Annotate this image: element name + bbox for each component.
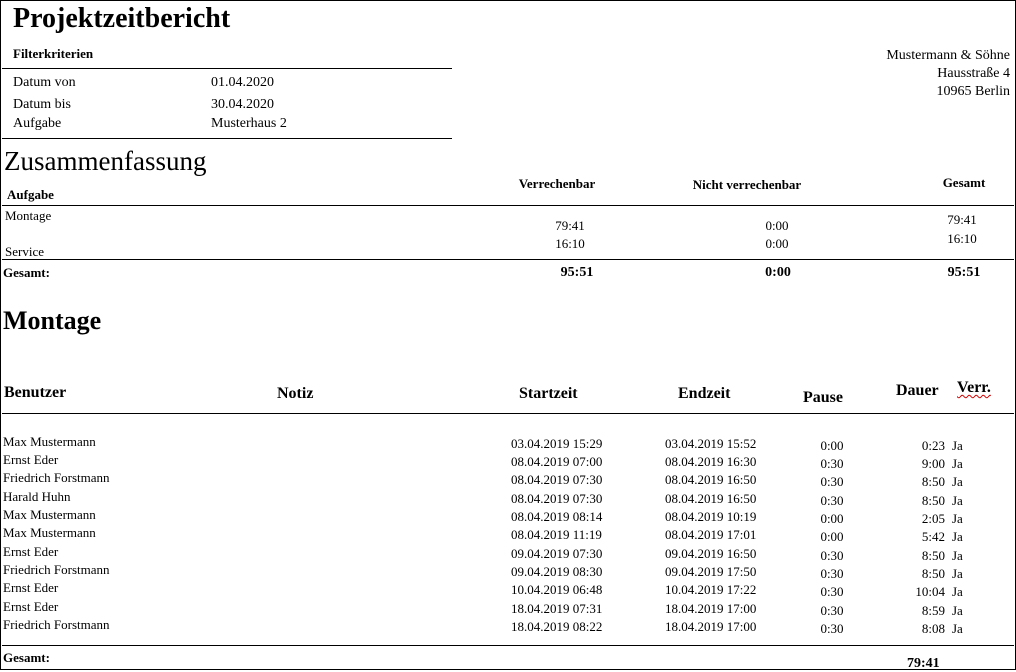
detail-cell-billable: Ja <box>952 438 963 453</box>
detail-cell-pause: 0:30 <box>820 584 844 599</box>
detail-cell-start: 08.04.2019 07:00 <box>511 454 603 469</box>
summary-col-billable: Verrechenbar <box>518 176 596 191</box>
detail-cell-user: Friedrich Forstmann <box>3 470 110 485</box>
detail-cell-pause: 0:30 <box>820 621 844 636</box>
detail-cell-pause: 0:30 <box>820 456 844 471</box>
detail-cell-duration: 8:59 <box>921 603 945 618</box>
detail-cell-user: Ernst Eder <box>3 580 59 595</box>
filter-divider-bottom <box>2 138 452 139</box>
detail-total-duration: 79:41 <box>907 656 940 671</box>
detail-cell-start: 08.04.2019 07:30 <box>511 472 603 487</box>
detail-cell-start: 08.04.2019 07:30 <box>511 491 603 506</box>
detail-cell-duration: 8:50 <box>921 566 945 581</box>
summary-row-nonbillable: 0:00 <box>765 236 789 251</box>
summary-row-total: 79:41 <box>947 212 977 227</box>
filter-value-date-from: 01.04.2020 <box>211 75 274 90</box>
detail-cell-user: Ernst Eder <box>3 599 59 614</box>
detail-cell-duration: 8:50 <box>921 474 945 489</box>
detail-cell-start: 10.04.2019 06:48 <box>511 582 603 597</box>
detail-cell-start: 18.04.2019 07:31 <box>511 601 603 616</box>
detail-col-duration: Dauer <box>896 382 939 399</box>
detail-cell-start: 09.04.2019 08:30 <box>511 564 603 579</box>
filter-heading: Filterkriterien <box>13 46 94 61</box>
detail-cell-end: 08.04.2019 10:19 <box>665 509 757 524</box>
summary-total-nonbillable: 0:00 <box>765 265 791 280</box>
filter-value-task: Musterhaus 2 <box>211 116 287 131</box>
detail-cell-end: 08.04.2019 16:50 <box>665 491 757 506</box>
detail-cell-end: 08.04.2019 17:01 <box>665 527 757 542</box>
detail-cell-billable: Ja <box>952 474 963 489</box>
detail-cell-end: 09.04.2019 16:50 <box>665 546 757 561</box>
detail-cell-pause: 0:00 <box>820 438 844 453</box>
detail-col-note: Notiz <box>277 385 314 402</box>
detail-cell-start: 08.04.2019 11:19 <box>511 527 602 542</box>
detail-cell-end: 09.04.2019 17:50 <box>665 564 757 579</box>
detail-cell-duration: 5:42 <box>921 529 945 544</box>
detail-col-start: Startzeit <box>519 385 578 402</box>
detail-cell-billable: Ja <box>952 456 963 471</box>
detail-col-end: Endzeit <box>678 385 731 402</box>
detail-cell-end: 08.04.2019 16:30 <box>665 454 757 469</box>
detail-cell-end: 18.04.2019 17:00 <box>665 619 757 634</box>
detail-cell-duration: 8:50 <box>921 548 945 563</box>
detail-cell-duration: 9:00 <box>921 456 945 471</box>
detail-cell-pause: 0:30 <box>820 566 844 581</box>
detail-cell-duration: 2:05 <box>921 511 945 526</box>
detail-cell-end: 18.04.2019 17:00 <box>665 601 757 616</box>
detail-cell-billable: Ja <box>952 529 963 544</box>
detail-total-divider <box>2 645 1014 646</box>
detail-cell-duration: 0:23 <box>921 438 945 453</box>
detail-header-divider <box>2 413 1014 414</box>
detail-cell-pause: 0:30 <box>820 493 844 508</box>
detail-cell-billable: Ja <box>952 566 963 581</box>
detail-cell-end: 03.04.2019 15:52 <box>665 436 757 451</box>
detail-cell-user: Friedrich Forstmann <box>3 562 110 577</box>
filter-label-date-from: Datum von <box>13 75 76 90</box>
detail-cell-duration: 8:50 <box>921 493 945 508</box>
filter-label-date-to: Datum bis <box>13 97 71 112</box>
detail-cell-user: Ernst Eder <box>3 544 59 559</box>
summary-total-total: 95:51 <box>947 265 981 280</box>
detail-heading: Montage <box>3 306 102 335</box>
summary-row-billable: 79:41 <box>555 218 585 233</box>
filter-divider-top <box>2 68 452 69</box>
summary-total-label: Gesamt: <box>3 265 50 280</box>
detail-col-user: Benutzer <box>4 384 67 401</box>
detail-cell-user: Ernst Eder <box>3 452 59 467</box>
company-city: 10965 Berlin <box>936 84 1010 99</box>
summary-col-nonbillable: Nicht verrechenbar <box>692 177 802 192</box>
filter-value-date-to: 30.04.2020 <box>211 97 274 112</box>
summary-col-total: Gesamt <box>942 175 986 190</box>
summary-row-billable: 16:10 <box>555 236 585 251</box>
summary-row-nonbillable: 0:00 <box>765 218 789 233</box>
detail-cell-end: 10.04.2019 17:22 <box>665 582 757 597</box>
detail-cell-duration: 10:04 <box>915 584 945 599</box>
detail-cell-billable: Ja <box>952 603 963 618</box>
detail-cell-billable: Ja <box>952 548 963 563</box>
summary-row-task: Service <box>5 244 44 259</box>
detail-col-pause: Pause <box>803 389 843 406</box>
detail-col-billable: Verr. <box>957 379 991 396</box>
detail-cell-start: 09.04.2019 07:30 <box>511 546 603 561</box>
report-title: Projektzeitbericht <box>13 3 231 34</box>
detail-cell-user: Friedrich Forstmann <box>3 617 110 632</box>
detail-cell-user: Max Mustermann <box>3 525 96 540</box>
detail-cell-start: 03.04.2019 15:29 <box>511 436 603 451</box>
detail-total-label: Gesamt: <box>3 650 50 665</box>
detail-cell-billable: Ja <box>952 584 963 599</box>
company-street: Hausstraße 4 <box>937 66 1010 81</box>
summary-heading: Zusammenfassung <box>4 146 207 176</box>
summary-col-task: Aufgabe <box>7 187 54 202</box>
detail-cell-pause: 0:30 <box>820 474 844 489</box>
detail-cell-pause: 0:30 <box>820 548 844 563</box>
detail-cell-billable: Ja <box>952 493 963 508</box>
summary-row-total: 16:10 <box>947 231 977 246</box>
company-name: Mustermann & Söhne <box>886 48 1010 63</box>
detail-cell-start: 08.04.2019 08:14 <box>511 509 603 524</box>
detail-cell-pause: 0:00 <box>820 529 844 544</box>
detail-cell-user: Harald Huhn <box>3 489 71 504</box>
detail-cell-user: Max Mustermann <box>3 507 96 522</box>
detail-cell-pause: 0:30 <box>820 603 844 618</box>
filter-label-task: Aufgabe <box>13 116 62 131</box>
detail-cell-user: Max Mustermann <box>3 434 96 449</box>
detail-cell-billable: Ja <box>952 621 963 636</box>
detail-cell-pause: 0:00 <box>820 511 844 526</box>
detail-cell-duration: 8:08 <box>921 621 945 636</box>
detail-cell-billable: Ja <box>952 511 963 526</box>
summary-header-divider <box>2 205 1014 206</box>
detail-cell-end: 08.04.2019 16:50 <box>665 472 757 487</box>
summary-row-task: Montage <box>5 208 52 223</box>
detail-cell-start: 18.04.2019 08:22 <box>511 619 603 634</box>
summary-total-billable: 95:51 <box>560 265 594 280</box>
summary-total-divider <box>2 259 1014 260</box>
